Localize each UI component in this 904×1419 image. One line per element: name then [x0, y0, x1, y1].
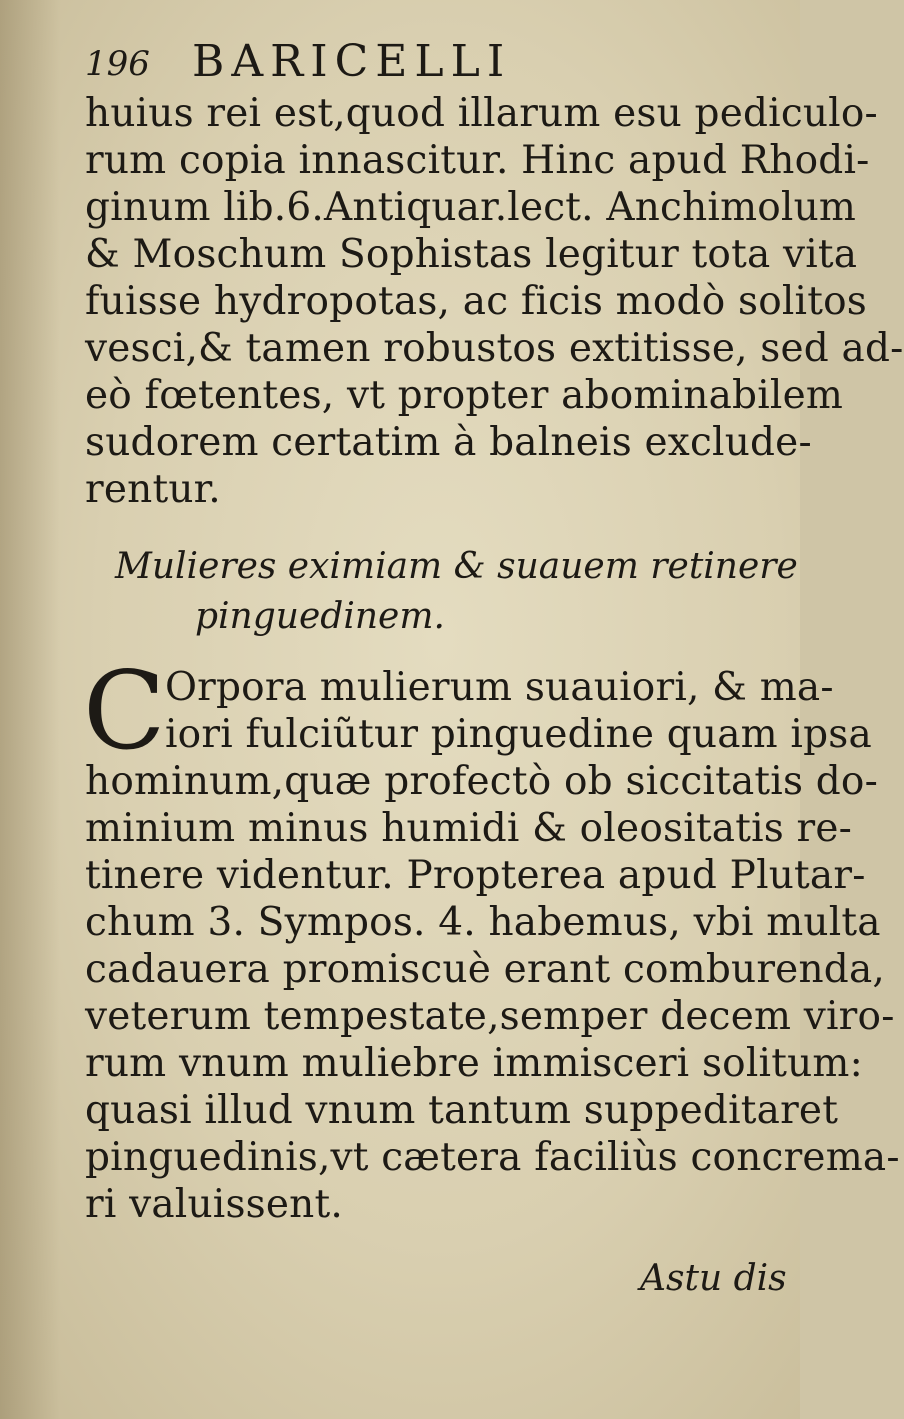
- text-line: huius rei est,quod illarum esu pediculo-: [85, 91, 878, 136]
- text-line: chum 3. Sympos. 4. habemus, vbi multa: [85, 900, 881, 945]
- page-header: [85, 34, 785, 92]
- section-heading: [115, 542, 798, 642]
- text-line: rentur.: [85, 467, 221, 512]
- heading-line-2: pinguedinem.: [195, 596, 445, 637]
- page-number: 196: [85, 44, 150, 84]
- text-line: eò fœtentes, vt propter abominabilem: [85, 373, 844, 418]
- text-line: sudorem certatim à balneis exclude-: [85, 420, 812, 465]
- text-line: Orpora mulierum suauiori, & ma-: [165, 665, 834, 710]
- text-line: minium minus humidi & oleositatis re-: [85, 806, 853, 851]
- text-line: tinere videntur. Propterea apud Plutar-: [85, 853, 866, 898]
- heading-line-1: Mulieres eximiam & suauem retinere: [115, 546, 798, 587]
- text-line: veterum tempestate,semper decem viro-: [85, 994, 895, 1039]
- text-line: hominum,quæ profectò ob siccitatis do-: [85, 759, 878, 804]
- text-line: fuisse hydropotas, ac ficis modò solitos: [85, 279, 867, 324]
- text-line: vesci,& tamen robustos extitisse, sed ad-: [85, 326, 904, 371]
- paragraph-1: [85, 90, 904, 513]
- text-line: rum vnum muliebre immisceri solitum:: [85, 1041, 863, 1086]
- text-line: pinguedinis,vt cætera faciliùs concrema-: [85, 1135, 900, 1180]
- text-line: iori fulciũtur pinguedine quam ipsa: [165, 712, 872, 757]
- catchword: Astu dis: [640, 1258, 787, 1299]
- drop-cap: C: [83, 649, 166, 774]
- text-line: ri valuissent.: [85, 1182, 343, 1227]
- text-line: quasi illud vnum tantum suppeditaret: [85, 1088, 839, 1133]
- text-line: & Moschum Sophistas legitur tota vita: [85, 232, 858, 277]
- text-line: cadauera promiscuè erant comburenda,: [85, 947, 885, 992]
- running-head: BARICELLI: [192, 36, 512, 87]
- page-gutter-shadow: [0, 0, 60, 1419]
- text-line: ginum lib.6.Antiquar.lect. Anchimolum: [85, 185, 857, 230]
- paragraph-2: [83, 649, 900, 1228]
- text-line: rum copia innascitur. Hinc apud Rhodi-: [85, 138, 870, 183]
